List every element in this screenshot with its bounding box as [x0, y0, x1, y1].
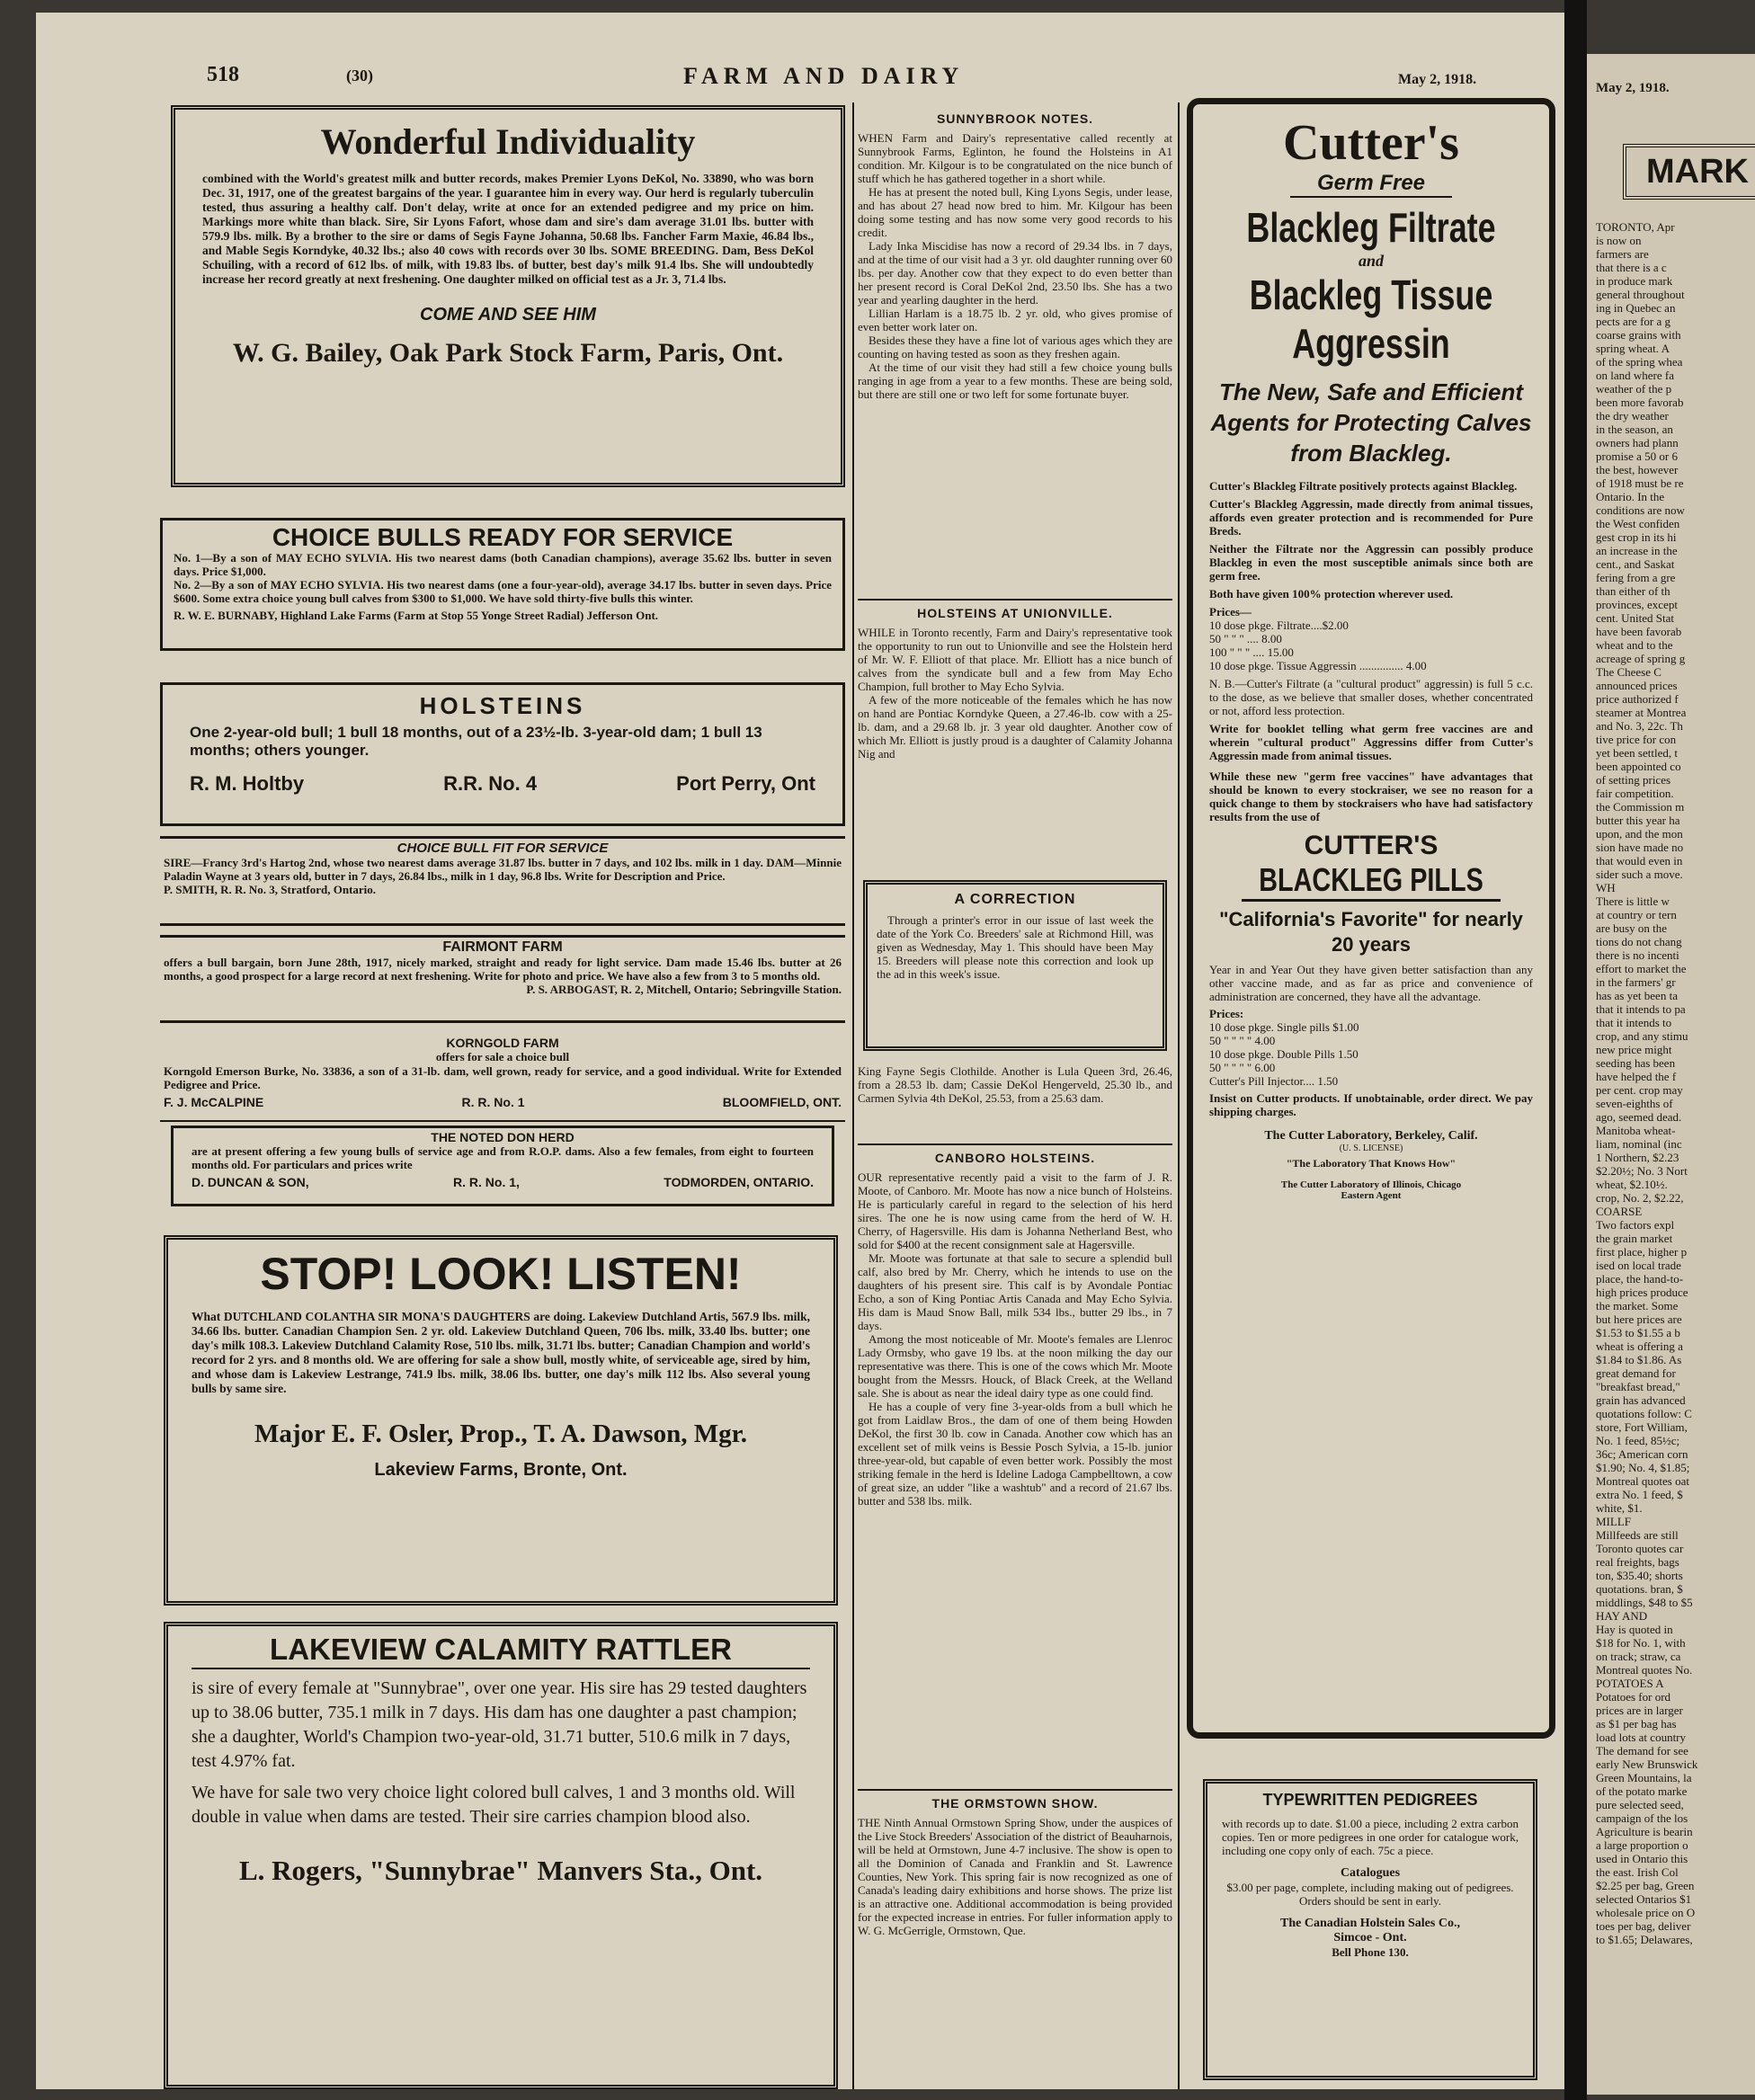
facing-page-line: at country or tern	[1596, 908, 1677, 921]
cutter-california: "California's Favorite" for nearly 20 years	[1219, 908, 1523, 956]
facing-page-line: there is no incenti	[1596, 948, 1679, 962]
canboro-p4: He has a couple of very fine 3-year-olds from a bull which he got from Laidlaw Bros., the dam of one of them being Howden DeKol, the first 30 lb. cow in Canada. Another cow which has an excellent set of milk veins is Bessie Posch Sylvia, a 15-lb. junior three-year-old, but capable of even better work. Possibly the most striking female in the herd is Ideline Ladoga Campbelltown, a cow of great size, an udder "like a washtub" and a record of 21.67 lbs. butter and 538 lbs. milk.	[858, 1400, 1172, 1508]
facing-page-line: Agriculture is bearin	[1596, 1825, 1693, 1838]
cutter-booklet: Write for booklet telling what germ free vaccines are and wherein "cultural product" Aggressins differ from Cutter's Aggressin made from animal tissues.	[1209, 722, 1533, 762]
ad-korngold-headline: KORNGOLD FARM	[446, 1036, 559, 1050]
facing-page-line: $1.90; No. 4, $1.85;	[1596, 1461, 1690, 1474]
facing-page-line: quotations. bran, $	[1596, 1582, 1683, 1596]
typewritten-orders: Orders should be sent in early.	[1298, 1894, 1441, 1908]
facing-page-heading: MARK	[1623, 144, 1755, 200]
facing-page-line: on track; straw, ca	[1596, 1650, 1681, 1663]
ad-fairmont-signature: P. S. ARBOGAST, R. 2, Mitchell, Ontario; Sebringville Station.	[526, 983, 842, 996]
facing-page-line: quotations follow: C	[1596, 1407, 1692, 1420]
facing-page-line: as $1 per bag has	[1596, 1717, 1677, 1731]
ad-holtby-rr: R.R. No. 4	[443, 772, 538, 795]
facing-page-line: first place, higher p	[1596, 1245, 1688, 1259]
ad-fairmont-body: offers a bull bargain, born June 28th, 1917, nicely marked, straight and ready for light service. Dam made 15.46 lbs. butter at 26 months, a good prospect for a large record at next freshening. Write for photo and price. We have also a few from 3 to 5 months old.	[164, 956, 842, 983]
sunnybrook-p1: WHEN Farm and Dairy's representative called recently at Sunnybrook Farms, Eglinton, he found the Holsteins in A1 condition. Mr. Kilgour is to be congratulated on the nice bunch of stuff which he has gathered together in a short while.	[858, 131, 1172, 185]
facing-page-line: "breakfast bread,"	[1596, 1380, 1680, 1393]
column-rule-1	[852, 102, 854, 2089]
facing-page-line: fair competition.	[1596, 787, 1674, 800]
facing-page-line: selected Ontarios $1	[1596, 1892, 1692, 1906]
sunnybrook-p2: He has at present the noted bull, King Lyons Segis, under lease, and has about 27 head now bred to him. Mr. Kilgour has been doing some testing and has now some very good records to his credit.	[858, 185, 1172, 239]
facing-page-line: used in Ontario this	[1596, 1852, 1688, 1865]
facing-page-line: coarse grains with	[1596, 328, 1681, 342]
cutter-price2-line: 10 dose pkge. Double Pills 1.50	[1209, 1047, 1359, 1061]
facing-page-line: is now on	[1596, 234, 1642, 247]
ormstown-title: THE ORMSTOWN SHOW.	[931, 1796, 1099, 1811]
ad-holtby-body: One 2-year-old bull; 1 bull 18 months, out of a 23½-lb. 3-year-old dam; 1 bull 13 months; others younger.	[190, 724, 762, 759]
ad-smith-headline: CHOICE BULL FIT FOR SERVICE	[396, 841, 609, 856]
correction-box	[863, 880, 1167, 1051]
cutter-prices-label: Prices—	[1209, 605, 1252, 618]
facing-page-line: The demand for see	[1596, 1744, 1688, 1757]
facing-page-line: announced prices	[1596, 679, 1678, 692]
facing-page-line: that there is a c	[1596, 261, 1667, 274]
unionville-continued	[858, 1064, 1172, 1132]
facing-page-line: the market. Some	[1596, 1299, 1679, 1312]
ad-burnaby-p2: No. 2—By a son of MAY ECHO SYLVIA. His two nearest dams (one a four-year-old), average 34.17 lbs. butter in seven days. Price $600. Some extra choice young bull calves from $300 to $1,000. We have sold thirty-five bulls this winter.	[174, 578, 832, 605]
facing-page-line: and No. 3, 22c. Th	[1596, 719, 1683, 733]
facing-page-line: fering from a gre	[1596, 571, 1676, 584]
facing-page-line: real freights, bags	[1596, 1555, 1679, 1569]
ad-holtby-place: Port Perry, Ont	[676, 772, 815, 795]
facing-page-line: HAY AND	[1596, 1609, 1648, 1623]
ad-fairmont-headline: FAIRMONT FARM	[442, 939, 563, 955]
facing-page-line: The Cheese C	[1596, 665, 1661, 679]
sunnybrook-title: SUNNYBROOK NOTES.	[936, 111, 1094, 126]
ad-rogers-headline: LAKEVIEW CALAMITY RATTLER	[192, 1632, 810, 1669]
facing-page-line: per cent. crop may	[1596, 1083, 1683, 1097]
cutter-tissue: Blackleg Tissue	[1249, 271, 1493, 318]
facing-page-line: promise a 50 or 6	[1596, 449, 1678, 463]
sunnybrook-p5: Besides these they have a fine lot of various ages which they are counting on having tested as soon as they freshen again.	[858, 334, 1172, 360]
ad-osler-headline: STOP! LOOK! LISTEN!	[260, 1249, 742, 1299]
facing-page-line: cent., and Saskat	[1596, 557, 1675, 571]
facing-page-line: wheat, $2.10½.	[1596, 1178, 1668, 1191]
facing-page-line: of the spring whea	[1596, 355, 1683, 369]
facing-page-line: pure selected seed,	[1596, 1798, 1684, 1811]
facing-page-line: general throughout	[1596, 288, 1685, 301]
facing-page-line: liam, nominal (inc	[1596, 1137, 1682, 1151]
ad-bailey-cta: COME AND SEE HIM	[420, 305, 596, 325]
facing-page-line: sion have made no	[1596, 841, 1684, 854]
cutter-lab: The Cutter Laboratory, Berkeley, Calif.	[1264, 1129, 1478, 1143]
facing-page-line: Ontario. In the	[1596, 490, 1665, 503]
facing-page-line: have helped the f	[1596, 1070, 1677, 1083]
ad-typewritten-pedigrees	[1203, 1779, 1537, 2080]
facing-page-line: MILLF	[1596, 1515, 1631, 1528]
facing-page-line: owners had plann	[1596, 436, 1679, 449]
facing-page-line: place, the hand-to-	[1596, 1272, 1684, 1286]
masthead-title: FARM AND DAIRY	[683, 63, 965, 89]
ad-smith-signature: P. SMITH, R. R. No. 3, Stratford, Ontario.	[164, 883, 377, 896]
canboro-p3: Among the most noticeable of Mr. Moote's females are Llenroc Lady Ormsby, who gave 19 lbs. at the noon milking the day our representative was there. This is one of the cows which Mr. Moote bought from the Messrs. Houck, of Black Creek, at the Welland sale. She is about as near the ideal dairy type as one could find.	[858, 1332, 1172, 1400]
ad-burnaby-signature: R. W. E. BURNABY, Highland Lake Farms (Farm at Stop 55 Yonge Street Radial) Jefferson Ont.	[174, 609, 659, 622]
correction-title: A CORRECTION	[954, 892, 1076, 907]
facing-page-line: Hay is quoted in	[1596, 1623, 1673, 1636]
ormstown-body: THE Ninth Annual Ormstown Spring Show, under the auspices of the Live Stock Breeders' Association of the district of Beauharnois, will be held at Ormstown, June 4-7 inclusive. The show is open to all the Dominion of Canada and Franklin and St. Lawrence Counties, New York. This spring fair is now recognized as one of Canada's leading dairy exhibitions and horse shows. The prize list is an attractive one. Additional accommodation is being provided for the expected increase in entries. For fuller information apply to W. G. McGerrigle, Ormstown, Que.	[858, 1816, 1172, 1937]
ad-don-herd	[171, 1126, 834, 1206]
facing-page-line: effort to market the	[1596, 962, 1687, 975]
facing-page-line: Millfeeds are still	[1596, 1528, 1679, 1542]
cutter-price-line: 100 " " " .... 15.00	[1209, 645, 1294, 659]
cutter-price-line: 10 dose pkge. Filtrate....$2.00	[1209, 618, 1349, 632]
facing-page-line: been appointed co	[1596, 760, 1681, 773]
facing-page-line: Two factors expl	[1596, 1218, 1675, 1232]
cutter-germfree-claim: Neither the Filtrate nor the Aggressin can possibly produce Blackleg in even the most susceptible animals since both are germ free.	[1209, 542, 1533, 583]
facing-page-line: Montreal quotes oat	[1596, 1474, 1689, 1488]
ad-korngold-rr: R. R. No. 1	[461, 1095, 525, 1109]
ad-burnaby-headline: CHOICE BULLS READY FOR SERVICE	[272, 523, 734, 551]
facing-page-line: have been favorab	[1596, 625, 1682, 638]
facing-page-line: $1.53 to $1.55 a b	[1596, 1326, 1680, 1339]
typewritten-title: TYPEWRITTEN PEDIGREES	[1262, 1791, 1478, 1809]
facing-page-line: steamer at Montrea	[1596, 706, 1687, 719]
facing-page-line: that it intends to pa	[1596, 1002, 1686, 1016]
facing-page-line: wholesale price on O	[1596, 1906, 1696, 1919]
facing-page-line: butter this year ha	[1596, 814, 1680, 827]
facing-page-line: new price might	[1596, 1043, 1672, 1056]
ad-holtby	[160, 682, 845, 826]
cutter-filtrate-claim: Cutter's Blackleg Filtrate positively protects against Blackleg.	[1209, 479, 1518, 493]
facing-page-line: the grain market	[1596, 1232, 1673, 1245]
ad-bailey-headline: Wonderful Individuality	[320, 121, 696, 162]
facing-page-line: No. 1 feed, 85½c;	[1596, 1434, 1680, 1447]
ad-bailey-body: combined with the World's greatest milk and butter records, makes Premier Lyons DeKol, No. 33890, who was born Dec. 31, 1917, one of the greatest bargains of the year. I guarantee him in every way. Our herd is regularly tuberculin tested, thus assuring a healthy calf. Don't delay, write at once for an extended pedigree and my price on him. Markings more white than black. Sire, Sir Lyons Fafort, whose dam and sire's dam average 31.01 lbs. butter with 579.9 lbs. milk. By a brother to the sire or dams of Segis Fayne Johanna, 50.68 lbs. Fancher Farm Maxie, 46.84 lbs., and Mable Segis Korndyke, 40.32 lbs.; also 40 cows with records over 30 lbs. SOME BREEDING. Dam, Bess DeKol Schuiling, with a record of 612 lbs. of milk, with 19.83 lbs. of butter, best day's milk 91.4 lbs. She will undoubtedly increase her record greatly at next freshening. One daughter milked on official test as a Jr. 3, 71.4 lbs.	[202, 172, 814, 286]
facing-page-line: There is little w	[1596, 894, 1670, 908]
facing-page-line: WH	[1596, 881, 1616, 894]
facing-page-line: a large proportion o	[1596, 1838, 1688, 1852]
facing-page-line: load lots at country	[1596, 1731, 1687, 1744]
ad-rogers-signature: L. Rogers, "Sunnybrae" Manvers Sta., Ont.	[238, 1855, 763, 1886]
facing-page-line: seven-eighths of	[1596, 1097, 1673, 1110]
facing-page-line: store, Fort William,	[1596, 1420, 1688, 1434]
facing-page-line: Montreal quotes No.	[1596, 1663, 1693, 1677]
facing-page-line: in produce mark	[1596, 274, 1673, 288]
facing-page-line: the West confiden	[1596, 517, 1680, 530]
facing-page-line: wheat is offering a	[1596, 1339, 1683, 1353]
facing-page-line: the Commission m	[1596, 800, 1685, 814]
ad-smith	[160, 836, 845, 926]
cutter-while: While these new "germ free vaccines" have advantages that should be known to every stockraiser, we see no reason for a quick change to them by stockraisers who have had satisfactory results from the use of	[1209, 770, 1533, 823]
binding-gutter	[1564, 0, 1587, 2100]
facing-page-line: Green Mountains, la	[1596, 1771, 1692, 1784]
facing-page-partial	[1587, 54, 1755, 2095]
cutter-price2-line: Cutter's Pill Injector.... 1.50	[1209, 1074, 1339, 1088]
cutter-brand: Cutter's	[1283, 115, 1459, 171]
ad-osler-body: What DUTCHLAND COLANTHA SIR MONA'S DAUGHTERS are doing. Lakeview Dutchland Artis, 567.9 lbs. milk, 34.66 lbs. butter. Canadian Champion Sen. 2 yr. old. Lakeview Dutchland Queen, 706 lbs. milk, 33.40 lbs. butter; one day's milk 108.3. Lakeview Dutchland Calamity Rose, 510 lbs. milk, 31.71 lbs. butter; Canadian Champion and world's record for 2 yrs. and 8 months old. We are offering for sale a show bull, mostly white, of serviceable age, sired by him, and whose dam is Lakeview Lestrange, 741.9 lbs. milk, 38.06 lbs. butter, one day's milk 112 lbs. Also several young bulls by same sire.	[192, 1310, 810, 1395]
ad-don-name: D. DUNCAN & SON,	[192, 1175, 309, 1189]
ad-holtby-name: R. M. Holtby	[190, 772, 305, 795]
ad-korngold-sub: offers for sale a choice bull	[435, 1050, 570, 1063]
facing-page-line: Manitoba wheat-	[1596, 1124, 1676, 1137]
ad-osler	[164, 1235, 838, 1606]
ad-cutter	[1187, 98, 1555, 1739]
ad-don-headline: THE NOTED DON HERD	[431, 1130, 575, 1144]
facing-page-line: pects are for a g	[1596, 315, 1671, 328]
facing-page-text	[1596, 220, 1755, 1946]
ad-korngold-place: BLOOMFIELD, ONT.	[722, 1095, 842, 1109]
cutter-price2-line: 50 " " " " 6.00	[1209, 1061, 1276, 1074]
catalogues-title: Catalogues	[1340, 1866, 1401, 1880]
cutter-price-line: 50 " " " .... 8.00	[1209, 632, 1282, 645]
cutter-prices2-label: Prices:	[1209, 1007, 1244, 1020]
facing-page-line: COARSE	[1596, 1205, 1643, 1218]
cutter-price-line: 10 dose pkge. Tissue Aggressin ............... 4.00	[1209, 659, 1427, 672]
canboro-p1: OUR representative recently paid a visit to the farm of J. R. Moote, of Canboro. Mr. Moote has now a nice bunch of Holsteins. He is particularly careful in regard to the selection of his herd sires. The one he is now using came from the herd of W. H. Cherry, of Hagersville. His dam is Johanna Netherland Best, who sold for $400 at the recent consignment sale at Hagersville.	[858, 1170, 1172, 1251]
facing-page-line: of 1918 must be re	[1596, 476, 1684, 490]
facing-page-line: but here prices are	[1596, 1312, 1682, 1326]
newspaper-page	[36, 13, 1564, 2089]
unionville-p3: King Fayne Segis Clothilde. Another is Lula Queen 3rd, 26.46, from a 28.53 lb. dam; Cassie DeKol Hengerveld, 25.30 lb., and Carmen Sylvia 4th DeKol, 25.53, from a 25.63 dam.	[858, 1064, 1172, 1105]
facing-page-line: extra No. 1 feed, $	[1596, 1488, 1683, 1501]
ad-osler-signature: Major E. F. Osler, Prop., T. A. Dawson, Mgr.	[254, 1419, 748, 1448]
cutter-knows-how: "The Laboratory That Knows How"	[1286, 1157, 1457, 1170]
ad-don-rr: R. R. No. 1,	[453, 1175, 520, 1189]
article-canboro	[858, 1143, 1172, 1786]
facing-page-line: Toronto quotes car	[1596, 1542, 1684, 1555]
cutter-year: Year in and Year Out they have given better satisfaction than any other vaccine made, and as far as price and convenience of administration are concerned, they have all the advantage.	[1209, 963, 1533, 1003]
facing-page-line: yet been settled, t	[1596, 746, 1678, 760]
cutter-pills-brand: CUTTER'S	[1304, 831, 1439, 860]
facing-page-line: middlings, $48 to $5	[1596, 1596, 1693, 1609]
facing-page-line: than either of th	[1596, 584, 1670, 598]
facing-page-line: that it intends to	[1596, 1016, 1672, 1029]
article-unionville	[858, 599, 1172, 864]
cutter-insist: Insist on Cutter products. If unobtainable, order direct. We pay shipping charges.	[1209, 1091, 1533, 1118]
facing-page-line: on land where fa	[1596, 369, 1674, 382]
facing-page-line: cent. United Stat	[1596, 611, 1675, 625]
cutter-protection-claim: Both have given 100% protection wherever used.	[1209, 587, 1454, 601]
cutter-and: and	[1358, 252, 1384, 270]
facing-page-line: POTATOES A	[1596, 1677, 1664, 1690]
facing-page-line: $18 for No. 1, with	[1596, 1636, 1686, 1650]
facing-page-line: crop, and any stimu	[1596, 1029, 1688, 1043]
facing-page-line: tions do not chang	[1596, 935, 1682, 948]
facing-page-line: 36c; American corn	[1596, 1447, 1688, 1461]
facing-page-line: early New Brunswick	[1596, 1757, 1698, 1771]
cutter-filtrate: Blackleg Filtrate	[1246, 204, 1496, 251]
facing-page-line: in the farmers' gr	[1596, 975, 1676, 989]
canboro-title: CANBORO HOLSTEINS.	[934, 1151, 1096, 1165]
ad-rogers	[164, 1622, 838, 2089]
ad-korngold-body: Korngold Emerson Burke, No. 33836, a son of a 31-lb. dam, well grown, ready for service, and a good individual. Write for Extended Pedigree and Price.	[164, 1064, 842, 1091]
facing-page-line: the east. Irish Col	[1596, 1865, 1679, 1879]
article-ormstown	[858, 1789, 1172, 2086]
cutter-illinois: The Cutter Laboratory of Illinois, Chicago	[1280, 1179, 1462, 1190]
cutter-tagline: The New, Safe and Efficient Agents for Protecting Calves from Blackleg.	[1210, 378, 1532, 467]
cutter-eastern-agent: Eastern Agent	[1341, 1190, 1402, 1201]
cutter-pills: BLACKLEG PILLS	[1242, 861, 1501, 902]
facing-page-line: of setting prices	[1596, 773, 1671, 787]
unionville-p2: A few of the more noticeable of the females which he has now on hand are Pontiac Korndyke Queen, a 27.46-lb. cow with a 25-lb. dam, and a 29.68 lb. jr. 3 year old daughter. Another cow of which Mr. Elliott is justly proud is a daughter of Calamity Johanna Nig and	[858, 693, 1172, 761]
header-date: May 2, 1918.	[1398, 72, 1477, 87]
facing-page-line: that would even in	[1596, 854, 1683, 868]
typewritten-sig1: The Canadian Holstein Sales Co.,	[1280, 1917, 1460, 1930]
typewritten-sig2: Simcoe - Ont.	[1333, 1931, 1407, 1944]
facing-page-line: 1 Northern, $2.23	[1596, 1151, 1679, 1164]
ad-korngold-name: F. J. McCALPINE	[164, 1095, 264, 1109]
facing-page-line: $2.20½; No. 3 Nort	[1596, 1164, 1688, 1178]
facing-page-line: conditions are now	[1596, 503, 1685, 517]
page-sub-number: (30)	[346, 67, 373, 85]
sunnybrook-p4: Lillian Harlam is a 18.75 lb. 2 yr. old, who gives promise of even better work later on.	[858, 307, 1172, 334]
facing-page-line: to $1.65; Delawares,	[1596, 1933, 1693, 1946]
facing-page-line: high prices produce	[1596, 1286, 1688, 1299]
facing-page-line: provinces, except	[1596, 598, 1678, 611]
correction-body: Through a printer's error in our issue of last week the date of the York Co. Breeders' sale at Richmond Hill, was given as Wednesday, May 1. This should have been May 15. Breeders will please note this correction and look up the ad in this week's issue.	[877, 913, 1154, 981]
article-sunnybrook	[858, 106, 1172, 596]
facing-page-line: the best, however	[1596, 463, 1679, 476]
facing-page-line: seeding has been	[1596, 1056, 1676, 1070]
facing-page-date: May 2, 1918.	[1596, 81, 1670, 95]
facing-page-line: an increase in the	[1596, 544, 1678, 557]
ad-korngold	[160, 1034, 845, 1122]
facing-page-line: campaign of the los	[1596, 1811, 1688, 1825]
facing-page-line: great demand for	[1596, 1366, 1676, 1380]
cutter-aggressin-claim: Cutter's Blackleg Aggressin, made directly from animal tissues, affords even greater protection and is recommended for Pure Breds.	[1209, 497, 1533, 538]
page-number: 518	[207, 63, 239, 86]
cutter-aggressin: Aggressin	[1292, 320, 1450, 367]
facing-page-line: tive price for con	[1596, 733, 1677, 746]
facing-page-line: the dry weather	[1596, 409, 1669, 423]
ad-rogers-p2: We have for sale two very choice light colored bull calves, 1 and 3 months old. Will double in value when dams are tested. Their sire carries champion blood also.	[192, 1783, 796, 1827]
ad-rogers-p1: is sire of every female at "Sunnybrae", over one year. His sire has 29 tested daughters up to 38.06 butter, 735.1 milk in 7 days. His dam has one daughter a past champion; she a daughter, World's Champion two-year-old, 31.71 butter, 510.6 milk in 7 days, test 4.97% fat.	[192, 1678, 807, 1771]
ad-bailey	[171, 105, 845, 487]
ad-smith-body: SIRE—Francy 3rd's Hartog 2nd, whose two nearest dams average 31.87 lbs. butter in 7 days, and 102 lbs. milk in 1 day. DAM—Minnie Paladin Wayne at 3 years old, butter in 7 days, 26.84 lbs., milk in 1 day, 96.8 lbs. Write for Description and Price.	[164, 856, 842, 883]
facing-page-line: $1.84 to $1.86. As	[1596, 1353, 1682, 1366]
typewritten-phone: Bell Phone 130.	[1332, 1945, 1409, 1959]
facing-page-line: been more favorab	[1596, 396, 1684, 409]
facing-page-line: ago, seemed dead.	[1596, 1110, 1682, 1124]
ad-burnaby	[160, 518, 845, 651]
facing-page-line: TORONTO, Apr	[1596, 220, 1675, 234]
facing-page-line: weather of the p	[1596, 382, 1672, 396]
ad-don-body: are at present offering a few young bulls of service age and from R.O.P. dams. Also a few females, from eight to fourteen months old. For particulars and prices write	[192, 1144, 814, 1171]
ad-burnaby-p1: No. 1—By a son of MAY ECHO SYLVIA. His two nearest dams (both Canadian champions), average 35.62 lbs. butter in seven days. Price $1,000.	[174, 551, 832, 578]
facing-page-line: price authorized f	[1596, 692, 1679, 706]
facing-page-line: in the season, an	[1596, 423, 1673, 436]
facing-page-line: grain has advanced	[1596, 1393, 1686, 1407]
facing-page-line: wheat and to the	[1596, 638, 1673, 652]
typewritten-body: with records up to date. $1.00 a piece, including 2 extra carbon copies. Ten or more pedigrees in one order for catalogue work, including one copy only of each. 75c a piece.	[1222, 1817, 1519, 1857]
facing-page-line: farmers are	[1596, 247, 1649, 261]
facing-page-line: spring wheat. A	[1596, 342, 1670, 355]
unionville-p1: WHILE in Toronto recently, Farm and Dairy's representative took the opportunity to run out to Unionville and see the Holstein herd of Mr. W. F. Elliott of that place. Mr. Elliott has a nice bunch of calves from the syndicate bull and a few from May Echo Champion, full brother to May Echo Sylvia.	[858, 626, 1172, 693]
catalogues-body: $3.00 per page, complete, including making out of pedigrees.	[1226, 1881, 1514, 1894]
cutter-germ-free: Germ Free	[1290, 171, 1452, 198]
cutter-nb: N. B.—Cutter's Filtrate (a "cultural product" aggressin) is full 5 c.c. to the dose, as we believe that smaller doses, whether concentrated or not, afford less protection.	[1209, 677, 1533, 717]
ad-fairmont	[160, 935, 845, 1023]
facing-page-line: crop, No. 2, $2.22,	[1596, 1191, 1684, 1205]
facing-page-line: prices are in larger	[1596, 1704, 1683, 1717]
facing-page-line: gest crop in its hi	[1596, 530, 1677, 544]
facing-page-line: Potatoes for ord	[1596, 1690, 1671, 1704]
column-rule-2	[1178, 102, 1180, 2089]
facing-page-line: ing in Quebec an	[1596, 301, 1676, 315]
facing-page-line: $2.25 per bag, Green	[1596, 1879, 1695, 1892]
facing-page-line: has as yet been ta	[1596, 989, 1678, 1002]
facing-page-line: toes per bag, deliver	[1596, 1919, 1691, 1933]
ad-bailey-signature: W. G. Bailey, Oak Park Stock Farm, Paris, Ont.	[232, 338, 784, 368]
facing-page-line: ton, $35.40; shorts	[1596, 1569, 1683, 1582]
cutter-license: (U. S. LICENSE)	[1339, 1143, 1403, 1153]
facing-page-line: ised on local trade	[1596, 1259, 1681, 1272]
cutter-price2-line: 10 dose pkge. Single pills $1.00	[1209, 1020, 1359, 1034]
ad-don-place: TODMORDEN, ONTARIO.	[664, 1175, 814, 1189]
ad-holtby-headline: HOLSTEINS	[419, 692, 586, 719]
sunnybrook-p6: At the time of our visit they had still a few choice young bulls ranging in age from a year to a few months. These are being sold, but there are still one or two left for some fortunate buyer.	[858, 360, 1172, 401]
facing-page-line: upon, and the mon	[1596, 827, 1683, 841]
sunnybrook-p3: Lady Inka Miscidise has now a record of 29.34 lbs. in 7 days, and at the time of our visit had a 3 yr. old daughter running over 60 lbs. per day. Another cow that they expect to do even better than her present record is Coral DeKol 2nd, 23.50 lbs. She has a two year and yearling daughter in the herd.	[858, 239, 1172, 307]
facing-page-line: are busy on the	[1596, 921, 1668, 935]
cutter-price2-line: 50 " " " " 4.00	[1209, 1034, 1276, 1047]
facing-page-line: sider such a move.	[1596, 868, 1683, 881]
facing-page-line: of the potato marke	[1596, 1784, 1688, 1798]
unionville-title: HOLSTEINS AT UNIONVILLE.	[917, 606, 1113, 620]
canboro-p2: Mr. Moote was fortunate at that sale to secure a splendid bull calf, also bred by Mr. Cherry, which he intends to use on the daughters of his present sire. This calf is by Avondale Pontiac Echo, a son of King Pontiac Artis Canada and May Echo Sylvia. His dam is Maud Snow Ball, milk 534 lbs., butter 29 lbs., in 7 days.	[858, 1251, 1172, 1332]
facing-page-line: acreage of spring g	[1596, 652, 1686, 665]
ad-osler-place: Lakeview Farms, Bronte, Ont.	[374, 1460, 628, 1480]
facing-page-line: white, $1.	[1596, 1501, 1643, 1515]
